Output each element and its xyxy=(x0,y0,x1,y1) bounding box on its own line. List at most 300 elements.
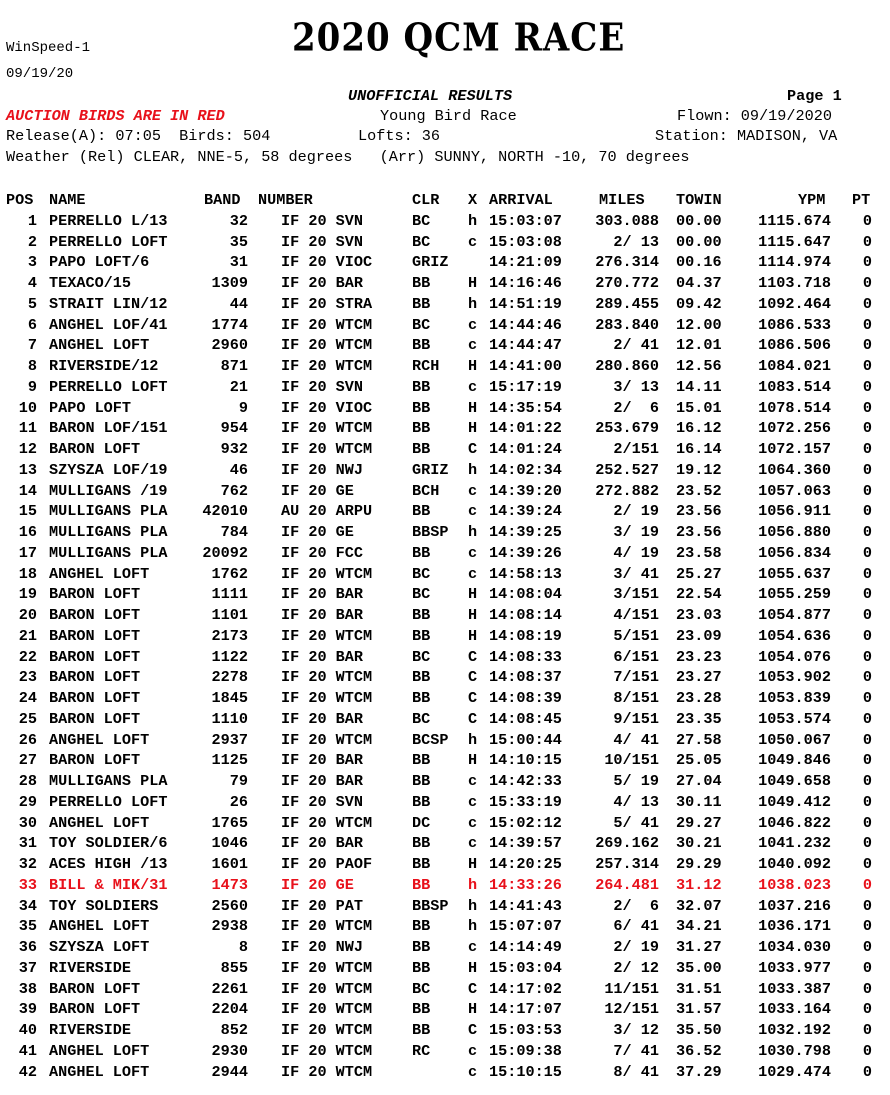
ypm-cell: 1084.021 xyxy=(758,357,831,375)
band-cell: 852 xyxy=(220,1021,248,1039)
number-cell: IF 20 FCC xyxy=(281,543,364,562)
x-cell: c xyxy=(468,792,478,811)
x-cell: c xyxy=(468,1062,478,1081)
name-cell: TEXACO/15 xyxy=(49,274,132,292)
pos-cell: 41 xyxy=(18,1041,37,1060)
pt-cell: 0 xyxy=(862,274,872,292)
arrival-cell: 14:39:25 xyxy=(489,523,562,541)
miles-cell: 2/ 6 xyxy=(613,896,659,915)
x-cell: h xyxy=(468,294,478,313)
towin-cell: 31.27 xyxy=(676,938,722,956)
ypm-cell: 1049.412 xyxy=(758,792,831,811)
arrival-cell: 15:02:12 xyxy=(489,813,562,832)
pt-cell: 0 xyxy=(862,668,872,687)
pt-cell: 0 xyxy=(862,211,872,230)
clr-cell: BC xyxy=(412,232,431,251)
ypm-cell: 1053.839 xyxy=(758,689,831,707)
pos-cell: 17 xyxy=(18,543,37,562)
pos-cell: 33 xyxy=(18,875,37,894)
miles-cell: 272.882 xyxy=(595,481,659,500)
band-cell: 32 xyxy=(229,211,248,230)
band-cell: 871 xyxy=(220,357,248,375)
ypm-cell: 1114.974 xyxy=(758,253,831,272)
name-cell: ANGHEL LOFT xyxy=(49,1062,150,1081)
towin-cell: 22.54 xyxy=(676,585,722,604)
pos-cell: 1 xyxy=(27,211,37,230)
number-cell: IF 20 SVN xyxy=(281,232,364,251)
towin-cell: 23.09 xyxy=(676,626,722,645)
band-cell: 1601 xyxy=(211,855,248,873)
x-cell: H xyxy=(468,751,478,770)
pos-cell: 4 xyxy=(27,274,37,292)
ypm-cell: 1056.834 xyxy=(758,543,831,562)
towin-cell: 00.00 xyxy=(676,211,722,230)
arrival-cell: 14:39:20 xyxy=(489,481,562,500)
towin-cell: 23.56 xyxy=(676,523,722,541)
x-cell: C xyxy=(468,979,478,998)
arrival-cell: 15:03:04 xyxy=(489,958,562,977)
band-cell: 1122 xyxy=(211,647,248,666)
clr-cell: BB xyxy=(412,502,431,521)
arrival-cell: 14:58:13 xyxy=(489,564,562,583)
miles-cell: 4/ 41 xyxy=(613,730,659,749)
x-cell: C xyxy=(468,440,478,458)
towin-cell: 14.11 xyxy=(676,377,722,396)
x-cell: c xyxy=(468,813,478,832)
towin-cell: 23.35 xyxy=(676,709,722,728)
name-cell: SZYSZA LOFT xyxy=(49,938,150,956)
pt-cell: 0 xyxy=(862,419,872,438)
pt-cell: 0 xyxy=(862,709,872,728)
miles-cell: 289.455 xyxy=(595,294,659,313)
name-cell: BARON LOFT xyxy=(49,440,141,458)
clr-cell: BB xyxy=(412,398,431,417)
name-cell: ANGHEL LOFT xyxy=(49,917,150,936)
towin-cell: 19.12 xyxy=(676,460,722,479)
ypm-cell: 1115.674 xyxy=(758,211,831,230)
band-cell: 1046 xyxy=(211,834,248,853)
x-cell: h xyxy=(468,896,478,915)
towin-cell: 37.29 xyxy=(676,1062,722,1081)
clr-cell: BC xyxy=(412,211,431,230)
arrival-cell: 14:20:25 xyxy=(489,855,562,873)
towin-cell: 09.42 xyxy=(676,294,722,313)
towin-cell: 23.23 xyxy=(676,647,722,666)
pos-cell: 13 xyxy=(18,460,37,479)
name-cell: BARON LOF/151 xyxy=(49,419,168,438)
number-cell: IF 20 WTCM xyxy=(281,1041,373,1060)
number-cell: IF 20 WTCM xyxy=(281,689,373,707)
miles-cell: 4/ 19 xyxy=(613,543,659,562)
towin-cell: 31.12 xyxy=(676,875,722,894)
pt-cell: 0 xyxy=(862,792,872,811)
arrival-cell: 14:02:34 xyxy=(489,460,562,479)
band-cell: 20092 xyxy=(202,543,248,562)
number-cell: IF 20 GE xyxy=(281,875,354,894)
miles-cell: 276.314 xyxy=(595,253,659,272)
arrival-cell: 15:03:08 xyxy=(489,232,562,251)
towin-cell: 25.27 xyxy=(676,564,722,583)
ypm-cell: 1078.514 xyxy=(758,398,831,417)
arrival-cell: 14:01:24 xyxy=(489,440,562,458)
pos-cell: 14 xyxy=(18,481,37,500)
x-cell: c xyxy=(468,1041,478,1060)
ypm-cell: 1055.259 xyxy=(758,585,831,604)
name-cell: BARON LOFT xyxy=(49,751,141,770)
arrival-cell: 15:17:19 xyxy=(489,377,562,396)
number-cell: IF 20 BAR xyxy=(281,274,364,292)
pos-cell: 27 xyxy=(18,751,37,770)
miles-cell: 4/151 xyxy=(613,606,659,624)
weather-info: Weather (Rel) CLEAR, NNE-5, 58 degrees (Arr) SUNNY, NORTH -10, 70 degrees xyxy=(6,148,690,166)
band-cell: 784 xyxy=(220,523,248,541)
arrival-cell: 14:14:49 xyxy=(489,938,562,956)
number-cell: IF 20 PAOF xyxy=(281,855,373,873)
pos-cell: 9 xyxy=(27,377,37,396)
pt-cell: 0 xyxy=(862,855,872,873)
name-cell: ACES HIGH /13 xyxy=(49,855,168,873)
miles-cell: 6/ 41 xyxy=(613,917,659,936)
pt-cell: 0 xyxy=(862,834,872,853)
ypm-cell: 1064.360 xyxy=(758,460,831,479)
x-cell: c xyxy=(468,481,478,500)
pos-cell: 3 xyxy=(27,253,37,272)
x-cell: c xyxy=(468,315,478,334)
clr-cell: BB xyxy=(412,294,431,313)
pt-cell: 0 xyxy=(862,377,872,396)
pt-cell: 0 xyxy=(862,647,872,666)
miles-cell: 2/ 41 xyxy=(613,336,659,355)
towin-cell: 23.27 xyxy=(676,668,722,687)
pos-cell: 24 xyxy=(18,689,37,707)
towin-cell: 12.00 xyxy=(676,315,722,334)
band-cell: 44 xyxy=(229,294,248,313)
x-cell: H xyxy=(468,958,478,977)
band-cell: 1774 xyxy=(211,315,248,334)
number-cell: IF 20 WTCM xyxy=(281,668,373,687)
name-cell: ANGHEL LOFT xyxy=(49,336,150,355)
clr-cell: BC xyxy=(412,315,431,334)
clr-cell: BC xyxy=(412,564,431,583)
number-cell: IF 20 WTCM xyxy=(281,440,373,458)
miles-cell: 10/151 xyxy=(604,751,659,770)
pt-cell: 0 xyxy=(862,689,872,707)
pos-cell: 40 xyxy=(18,1021,37,1039)
miles-cell: 5/151 xyxy=(613,626,659,645)
clr-cell: BB xyxy=(412,875,431,894)
arrival-cell: 15:00:44 xyxy=(489,730,562,749)
band-cell: 21 xyxy=(229,377,248,396)
pos-cell: 23 xyxy=(18,668,37,687)
pt-cell: 0 xyxy=(862,606,872,624)
name-cell: PERRELLO L/13 xyxy=(49,211,168,230)
arrival-cell: 14:42:33 xyxy=(489,772,562,790)
name-cell: BARON LOFT xyxy=(49,585,141,604)
arrival-cell: 14:08:19 xyxy=(489,626,562,645)
towin-cell: 35.50 xyxy=(676,1021,722,1039)
x-cell: h xyxy=(468,875,478,894)
pos-cell: 12 xyxy=(18,440,37,458)
clr-cell: BB xyxy=(412,938,431,956)
number-cell: IF 20 BAR xyxy=(281,647,364,666)
arrival-cell: 14:17:07 xyxy=(489,1000,562,1019)
miles-cell: 9/151 xyxy=(613,709,659,728)
col-clr-header: CLR xyxy=(412,191,440,209)
ypm-cell: 1053.902 xyxy=(758,668,831,687)
race-name: Young Bird Race xyxy=(380,107,517,125)
x-cell: C xyxy=(468,709,478,728)
pt-cell: 0 xyxy=(862,440,872,458)
x-cell: H xyxy=(468,357,478,375)
x-cell: c xyxy=(468,377,478,396)
number-cell: IF 20 SVN xyxy=(281,792,364,811)
miles-cell: 3/ 13 xyxy=(613,377,659,396)
arrival-cell: 14:51:19 xyxy=(489,294,562,313)
miles-cell: 303.088 xyxy=(595,211,659,230)
band-cell: 2930 xyxy=(211,1041,248,1060)
name-cell: BARON LOFT xyxy=(49,1000,141,1019)
number-cell: IF 20 BAR xyxy=(281,709,364,728)
pos-cell: 25 xyxy=(18,709,37,728)
towin-cell: 15.01 xyxy=(676,398,722,417)
pos-cell: 42 xyxy=(18,1062,37,1081)
name-cell: PAPO LOFT xyxy=(49,398,132,417)
pos-cell: 29 xyxy=(18,792,37,811)
col-ypm-header: YPM xyxy=(798,191,826,209)
ypm-cell: 1072.256 xyxy=(758,419,831,438)
x-cell: H xyxy=(468,855,478,873)
col-towin-header: TOWIN xyxy=(676,191,722,209)
col-pt-header: PT xyxy=(852,191,871,209)
clr-cell: GRIZ xyxy=(412,460,449,479)
pos-cell: 37 xyxy=(18,958,37,977)
clr-cell: BB xyxy=(412,689,431,707)
number-cell: IF 20 NWJ xyxy=(281,938,364,956)
towin-cell: 04.37 xyxy=(676,274,722,292)
x-cell: H xyxy=(468,398,478,417)
number-cell: IF 20 SVN xyxy=(281,211,364,230)
pos-cell: 16 xyxy=(18,523,37,541)
towin-cell: 23.56 xyxy=(676,502,722,521)
arrival-cell: 14:08:45 xyxy=(489,709,562,728)
pt-cell: 0 xyxy=(862,1041,872,1060)
name-cell: ANGHEL LOFT xyxy=(49,1041,150,1060)
band-cell: 2960 xyxy=(211,336,248,355)
ypm-cell: 1036.171 xyxy=(758,917,831,936)
number-cell: IF 20 BAR xyxy=(281,585,364,604)
name-cell: STRAIT LIN/12 xyxy=(49,294,168,313)
number-cell: IF 20 BAR xyxy=(281,606,364,624)
name-cell: BILL & MIK/31 xyxy=(49,875,168,894)
miles-cell: 257.314 xyxy=(595,855,659,873)
ypm-cell: 1041.232 xyxy=(758,834,831,853)
band-cell: 1309 xyxy=(211,274,248,292)
clr-cell: BB xyxy=(412,606,431,624)
pos-cell: 11 xyxy=(18,419,37,438)
name-cell: PAPO LOFT/6 xyxy=(49,253,150,272)
auction-note: AUCTION BIRDS ARE IN RED xyxy=(6,107,225,125)
miles-cell: 3/ 12 xyxy=(613,1021,659,1039)
x-cell: c xyxy=(468,502,478,521)
arrival-cell: 14:10:15 xyxy=(489,751,562,770)
pos-cell: 26 xyxy=(18,730,37,749)
miles-cell: 3/151 xyxy=(613,585,659,604)
clr-cell: BB xyxy=(412,834,431,853)
ypm-cell: 1046.822 xyxy=(758,813,831,832)
ypm-cell: 1038.023 xyxy=(758,875,831,894)
x-cell: c xyxy=(468,938,478,956)
page-number: Page 1 xyxy=(787,87,842,105)
miles-cell: 269.162 xyxy=(595,834,659,853)
pt-cell: 0 xyxy=(862,398,872,417)
clr-cell: BB xyxy=(412,958,431,977)
band-cell: 2204 xyxy=(211,1000,248,1019)
name-cell: MULLIGANS PLA xyxy=(49,523,168,541)
ypm-cell: 1056.911 xyxy=(758,502,831,521)
miles-cell: 11/151 xyxy=(604,979,659,998)
towin-cell: 32.07 xyxy=(676,896,722,915)
towin-cell: 12.01 xyxy=(676,336,722,355)
number-cell: IF 20 GE xyxy=(281,481,354,500)
x-cell: c xyxy=(468,336,478,355)
pt-cell: 0 xyxy=(862,564,872,583)
name-cell: PERRELLO LOFT xyxy=(49,792,168,811)
x-cell: c xyxy=(468,772,478,790)
pt-cell: 0 xyxy=(862,502,872,521)
number-cell: IF 20 SVN xyxy=(281,377,364,396)
band-cell: 2937 xyxy=(211,730,248,749)
band-cell: 1125 xyxy=(211,751,248,770)
band-cell: 2944 xyxy=(211,1062,248,1081)
miles-cell: 7/151 xyxy=(613,668,659,687)
number-cell: IF 20 BAR xyxy=(281,834,364,853)
pos-cell: 28 xyxy=(18,772,37,790)
band-cell: 2560 xyxy=(211,896,248,915)
software-label: WinSpeed-1 xyxy=(6,40,91,56)
arrival-cell: 15:03:53 xyxy=(489,1021,562,1039)
pos-cell: 38 xyxy=(18,979,37,998)
band-cell: 855 xyxy=(220,958,248,977)
name-cell: ANGHEL LOFT xyxy=(49,564,150,583)
pt-cell: 0 xyxy=(862,1000,872,1019)
miles-cell: 2/ 13 xyxy=(613,232,659,251)
number-cell: IF 20 WTCM xyxy=(281,979,373,998)
miles-cell: 253.679 xyxy=(595,419,659,438)
pt-cell: 0 xyxy=(862,772,872,790)
name-cell: BARON LOFT xyxy=(49,709,141,728)
miles-cell: 2/151 xyxy=(613,440,659,458)
pt-cell: 0 xyxy=(862,232,872,251)
clr-cell: RCH xyxy=(412,357,440,375)
ypm-cell: 1072.157 xyxy=(758,440,831,458)
clr-cell: BC xyxy=(412,585,431,604)
clr-cell: BB xyxy=(412,377,431,396)
ypm-cell: 1103.718 xyxy=(758,274,831,292)
ypm-cell: 1032.192 xyxy=(758,1021,831,1039)
miles-cell: 4/ 13 xyxy=(613,792,659,811)
towin-cell: 31.57 xyxy=(676,1000,722,1019)
arrival-cell: 14:08:33 xyxy=(489,647,562,666)
x-cell: H xyxy=(468,626,478,645)
arrival-cell: 14:39:57 xyxy=(489,834,562,853)
pos-cell: 36 xyxy=(18,938,37,956)
clr-cell: BBSP xyxy=(412,523,449,541)
clr-cell: BB xyxy=(412,1000,431,1019)
band-cell: 1110 xyxy=(211,709,248,728)
name-cell: RIVERSIDE/12 xyxy=(49,357,159,375)
clr-cell: BB xyxy=(412,792,431,811)
pos-cell: 7 xyxy=(27,336,37,355)
band-cell: 2261 xyxy=(211,979,248,998)
clr-cell: BC xyxy=(412,709,431,728)
ypm-cell: 1049.658 xyxy=(758,772,831,790)
pos-cell: 22 xyxy=(18,647,37,666)
towin-cell: 16.14 xyxy=(676,440,722,458)
miles-cell: 2/ 19 xyxy=(613,938,659,956)
col-miles-header: MILES xyxy=(599,191,645,209)
clr-cell: BB xyxy=(412,855,431,873)
ypm-cell: 1054.076 xyxy=(758,647,831,666)
arrival-cell: 14:08:37 xyxy=(489,668,562,687)
col-name-header: NAME xyxy=(49,191,86,209)
name-cell: BARON LOFT xyxy=(49,979,141,998)
clr-cell: GRIZ xyxy=(412,253,449,272)
ypm-cell: 1115.647 xyxy=(758,232,831,251)
miles-cell: 5/ 19 xyxy=(613,772,659,790)
band-cell: 9 xyxy=(238,398,248,417)
towin-cell: 27.58 xyxy=(676,730,722,749)
miles-cell: 270.772 xyxy=(595,274,659,292)
band-cell: 79 xyxy=(229,772,248,790)
pt-cell: 0 xyxy=(862,896,872,915)
name-cell: TOY SOLDIERS xyxy=(49,896,159,915)
pos-cell: 20 xyxy=(18,606,37,624)
arrival-cell: 14:44:46 xyxy=(489,315,562,334)
towin-cell: 30.11 xyxy=(676,792,722,811)
pt-cell: 0 xyxy=(862,958,872,977)
x-cell: H xyxy=(468,1000,478,1019)
towin-cell: 23.28 xyxy=(676,689,722,707)
arrival-cell: 14:08:39 xyxy=(489,689,562,707)
miles-cell: 8/ 41 xyxy=(613,1062,659,1081)
pt-cell: 0 xyxy=(862,253,872,272)
name-cell: ANGHEL LOFT xyxy=(49,813,150,832)
miles-cell: 252.527 xyxy=(595,460,659,479)
number-cell: IF 20 WTCM xyxy=(281,1000,373,1019)
pos-cell: 18 xyxy=(18,564,37,583)
pt-cell: 0 xyxy=(862,917,872,936)
number-cell: IF 20 WTCM xyxy=(281,315,373,334)
band-cell: 46 xyxy=(229,460,248,479)
clr-cell: BB xyxy=(412,419,431,438)
x-cell: H xyxy=(468,585,478,604)
arrival-cell: 14:39:26 xyxy=(489,543,562,562)
pos-cell: 21 xyxy=(18,626,37,645)
ypm-cell: 1050.067 xyxy=(758,730,831,749)
pos-cell: 10 xyxy=(18,398,37,417)
flown-date: Flown: 09/19/2020 xyxy=(677,107,832,125)
miles-cell: 2/ 19 xyxy=(613,502,659,521)
ypm-cell: 1033.977 xyxy=(758,958,831,977)
pt-cell: 0 xyxy=(862,1062,872,1081)
x-cell: c xyxy=(468,834,478,853)
clr-cell: BB xyxy=(412,917,431,936)
arrival-cell: 15:10:15 xyxy=(489,1062,562,1081)
arrival-cell: 14:17:02 xyxy=(489,979,562,998)
pt-cell: 0 xyxy=(862,730,872,749)
towin-cell: 23.03 xyxy=(676,606,722,624)
arrival-cell: 14:33:26 xyxy=(489,875,562,894)
